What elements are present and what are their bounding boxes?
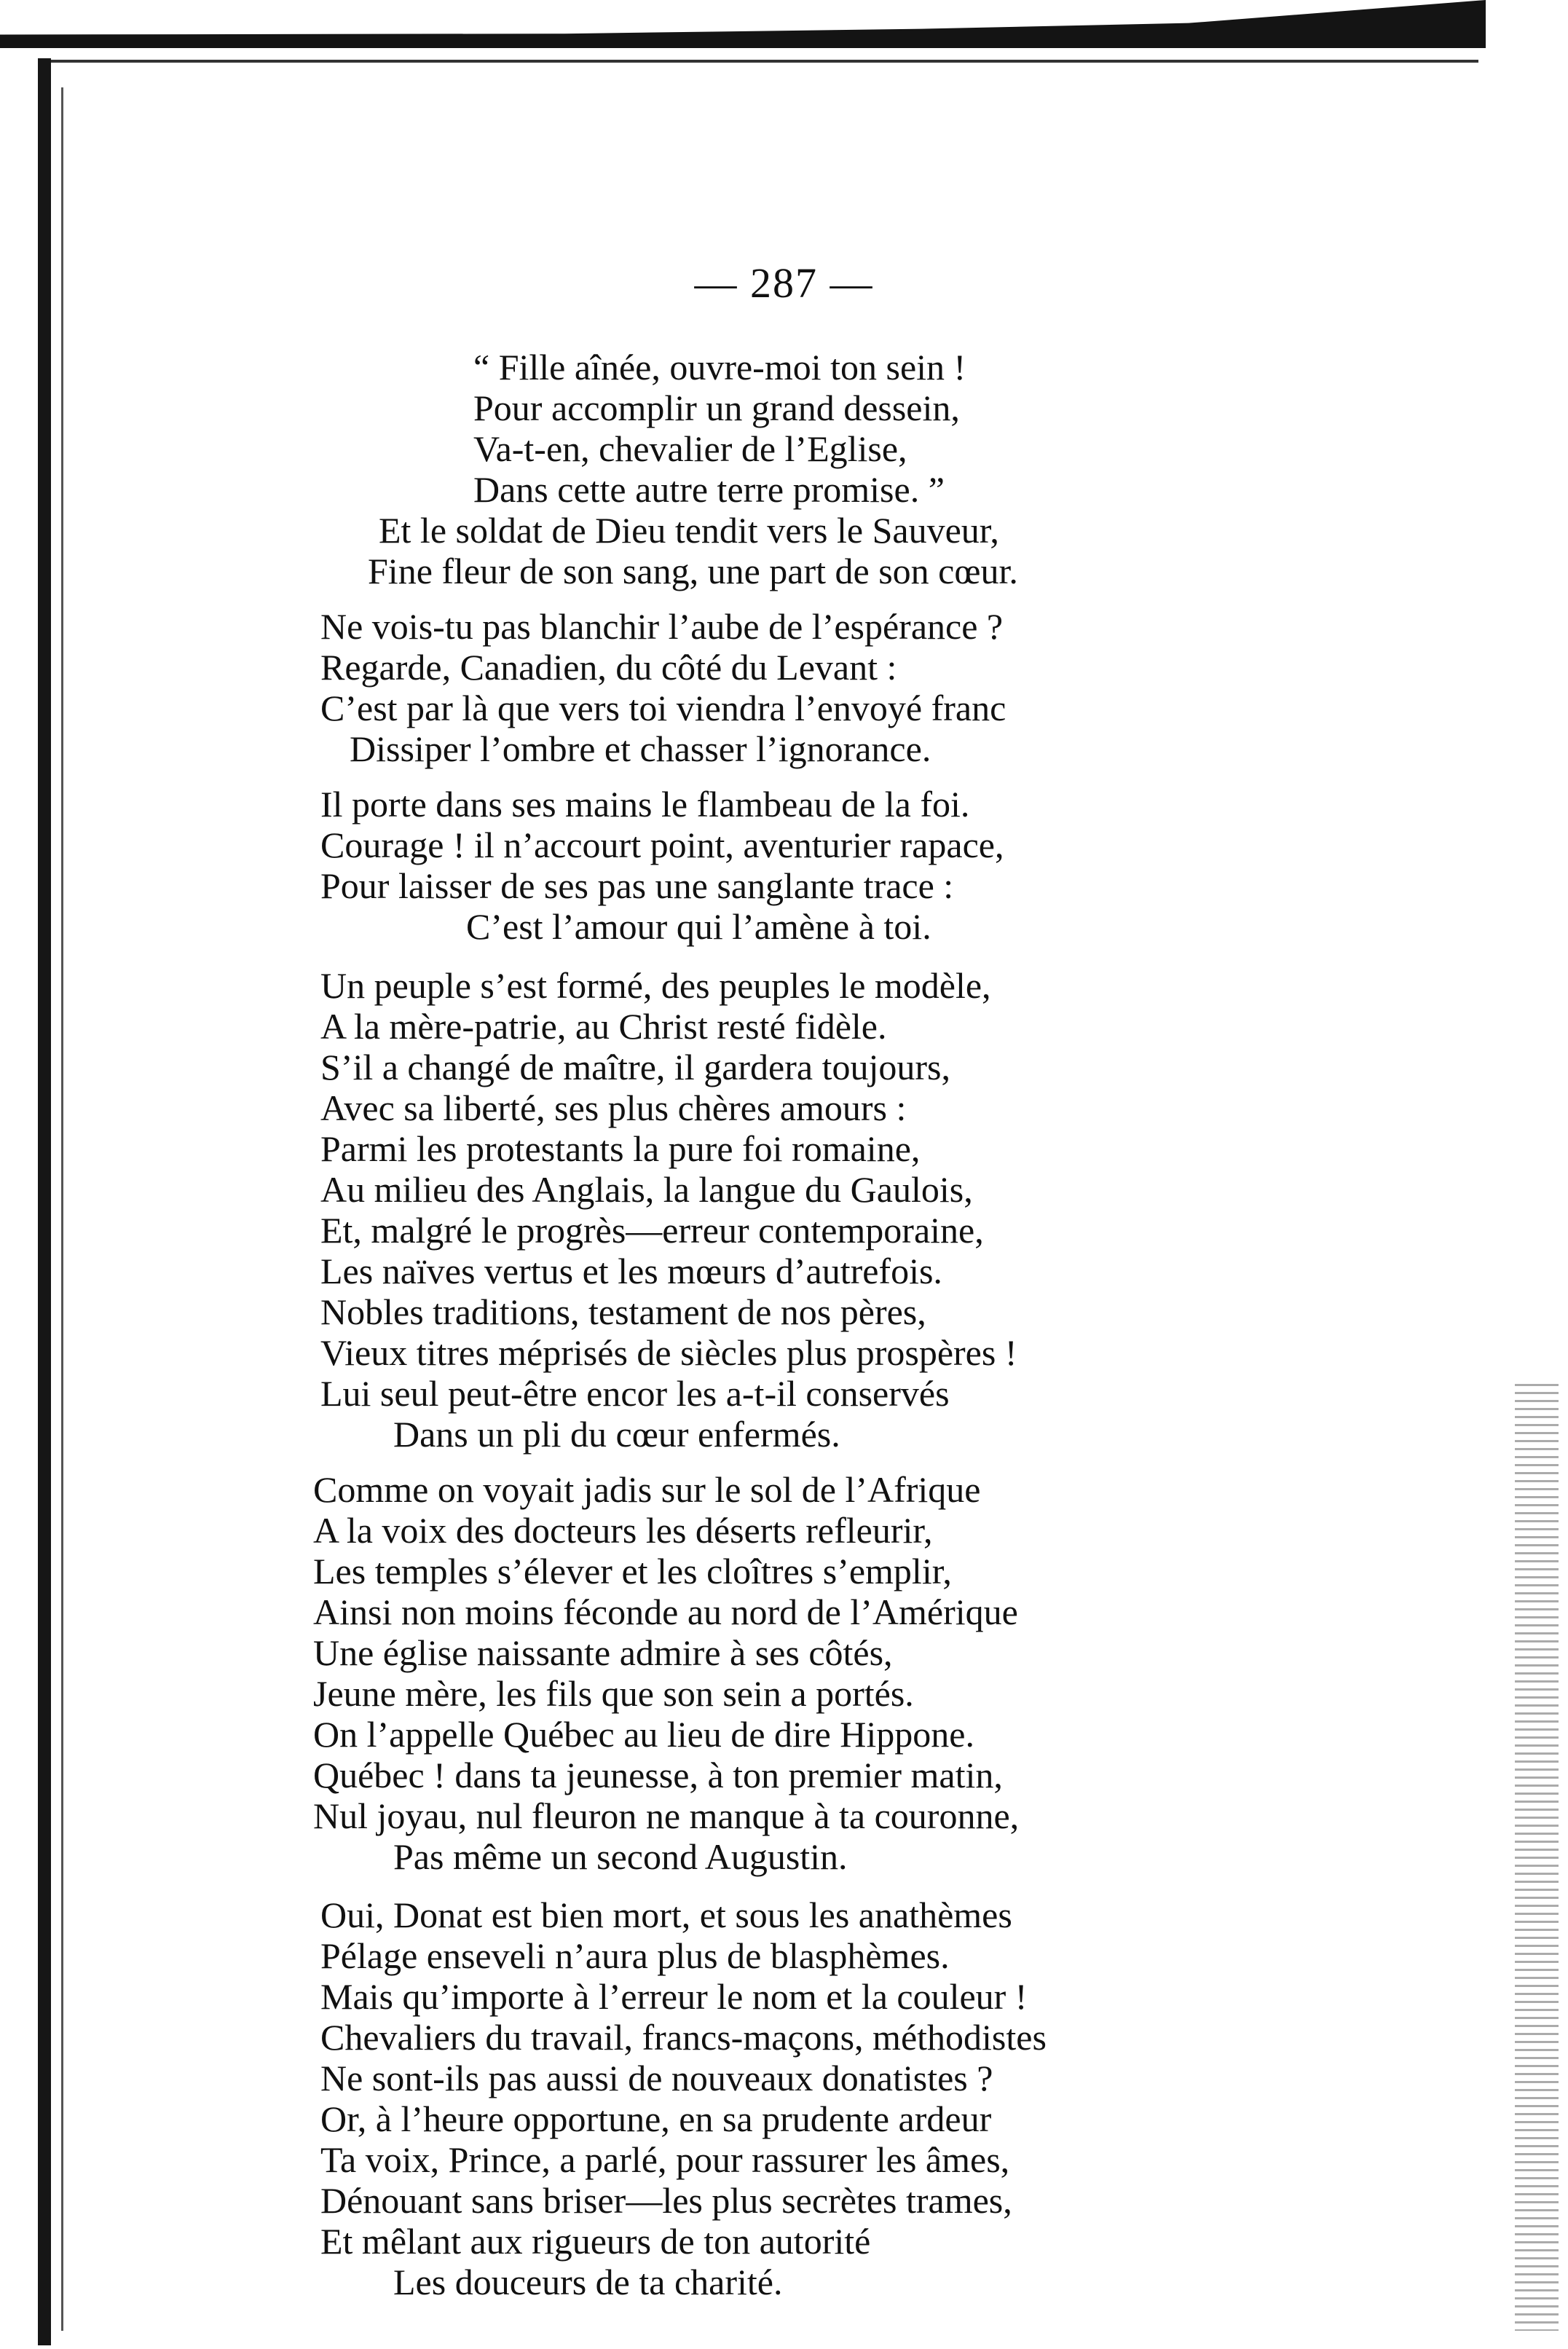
poem-line: Québec ! dans ta jeunesse, à ton premier matin, (313, 1755, 1003, 1795)
poem-line: Ne vois-tu pas blanchir l’aube de l’espérance ? (320, 606, 1004, 647)
poem-line: “ Fille aînée, ouvre-moi ton sein ! (473, 347, 966, 387)
poem-line: Dénouant sans briser—les plus secrètes trames, (320, 2180, 1012, 2221)
top-thin-rule (44, 60, 1478, 63)
poem-line: Jeune mère, les fils que son sein a portés. (313, 1673, 914, 1714)
poem-line: Pour accomplir un grand dessein, (473, 387, 960, 428)
poem-line: Chevaliers du travail, francs-maçons, méthodistes (320, 2017, 1047, 2058)
poem-line: Or, à l’heure opportune, en sa prudente ardeur (320, 2098, 992, 2139)
poem-line: Les temples s’élever et les cloîtres s’emplir, (313, 1551, 952, 1591)
poem-line: C’est l’amour qui l’amène à toi. (466, 906, 931, 947)
poem-line: Il porte dans ses mains le flambeau de la foi. (320, 784, 970, 825)
poem-line: Les douceurs de ta charité. (393, 2262, 783, 2302)
poem-line: Dans un pli du cœur enfermés. (393, 1414, 840, 1455)
poem-line: Ne sont-ils pas aussi de nouveaux donatistes ? (320, 2058, 993, 2098)
poem-line: Courage ! il n’accourt point, aventurier rapace, (320, 825, 1004, 865)
poem-line: Pélage enseveli n’aura plus de blasphèmes. (320, 1935, 950, 1976)
poem-line: Dans cette autre terre promise. ” (473, 469, 945, 510)
poem-line: Une église naissante admire à ses côtés, (313, 1632, 893, 1673)
poem-line: Les naïves vertus et les mœurs d’autrefois. (320, 1251, 942, 1291)
poem-line: C’est par là que vers toi viendra l’envoyé franc (320, 688, 1006, 728)
poem-line: A la mère-patrie, au Christ resté fidèle. (320, 1006, 887, 1047)
page-number: — 287 — (694, 259, 874, 307)
poem-line: Avec sa liberté, ses plus chères amours : (320, 1087, 907, 1128)
poem-line: Et, malgré le progrès—erreur contemporaine, (320, 1210, 984, 1251)
poem-line: Nul joyau, nul fleuron ne manque à ta couronne, (313, 1795, 1020, 1836)
poem-line: Ainsi non moins féconde au nord de l’Amérique (313, 1591, 1018, 1632)
poem-line: Mais qu’importe à l’erreur le nom et la couleur ! (320, 1976, 1028, 2017)
poem-line: Fine fleur de son sang, une part de son cœur. (368, 551, 1018, 591)
poem-line: A la voix des docteurs les déserts refleurir, (313, 1510, 933, 1551)
poem-line: Dissiper l’ombre et chasser l’ignorance. (350, 728, 931, 769)
poem-line: Et mêlant aux rigueurs de ton autorité (320, 2221, 871, 2262)
poem-line: Et le soldat de Dieu tendit vers le Sauveur, (379, 510, 999, 551)
poem-line: Va-t-en, chevalier de l’Eglise, (473, 428, 907, 469)
poem-line: Un peuple s’est formé, des peuples le modèle, (320, 965, 991, 1006)
poem-line: Nobles traditions, testament de nos pères, (320, 1291, 926, 1332)
poem-line: On l’appelle Québec au lieu de dire Hippone. (313, 1714, 974, 1755)
poem-line: Ta voix, Prince, a parlé, pour rassurer les âmes, (320, 2139, 1010, 2180)
right-margin-speckle (1515, 1384, 1559, 2331)
poem-line: Vieux titres méprisés de siècles plus prospères ! (320, 1332, 1017, 1373)
poem-line: Pour laisser de ses pas une sanglante trace : (320, 865, 954, 906)
poem-line: Regarde, Canadien, du côté du Levant : (320, 647, 897, 688)
poem-line: Au milieu des Anglais, la langue du Gaulois, (320, 1169, 973, 1210)
poem-line: S’il a changé de maître, il gardera toujours, (320, 1047, 950, 1087)
poem-line: Lui seul peut-être encor les a-t-il conservés (320, 1373, 950, 1414)
poem-line: Oui, Donat est bien mort, et sous les anathèmes (320, 1894, 1012, 1935)
poem-line: Comme on voyait jadis sur le sol de l’Afrique (313, 1469, 981, 1510)
left-border-rule (38, 58, 51, 2345)
left-thin-rule (61, 87, 63, 2331)
top-border-rule (0, 0, 1486, 48)
poem-line: Parmi les protestants la pure foi romaine, (320, 1128, 921, 1169)
poem-line: Pas même un second Augustin. (393, 1836, 848, 1877)
